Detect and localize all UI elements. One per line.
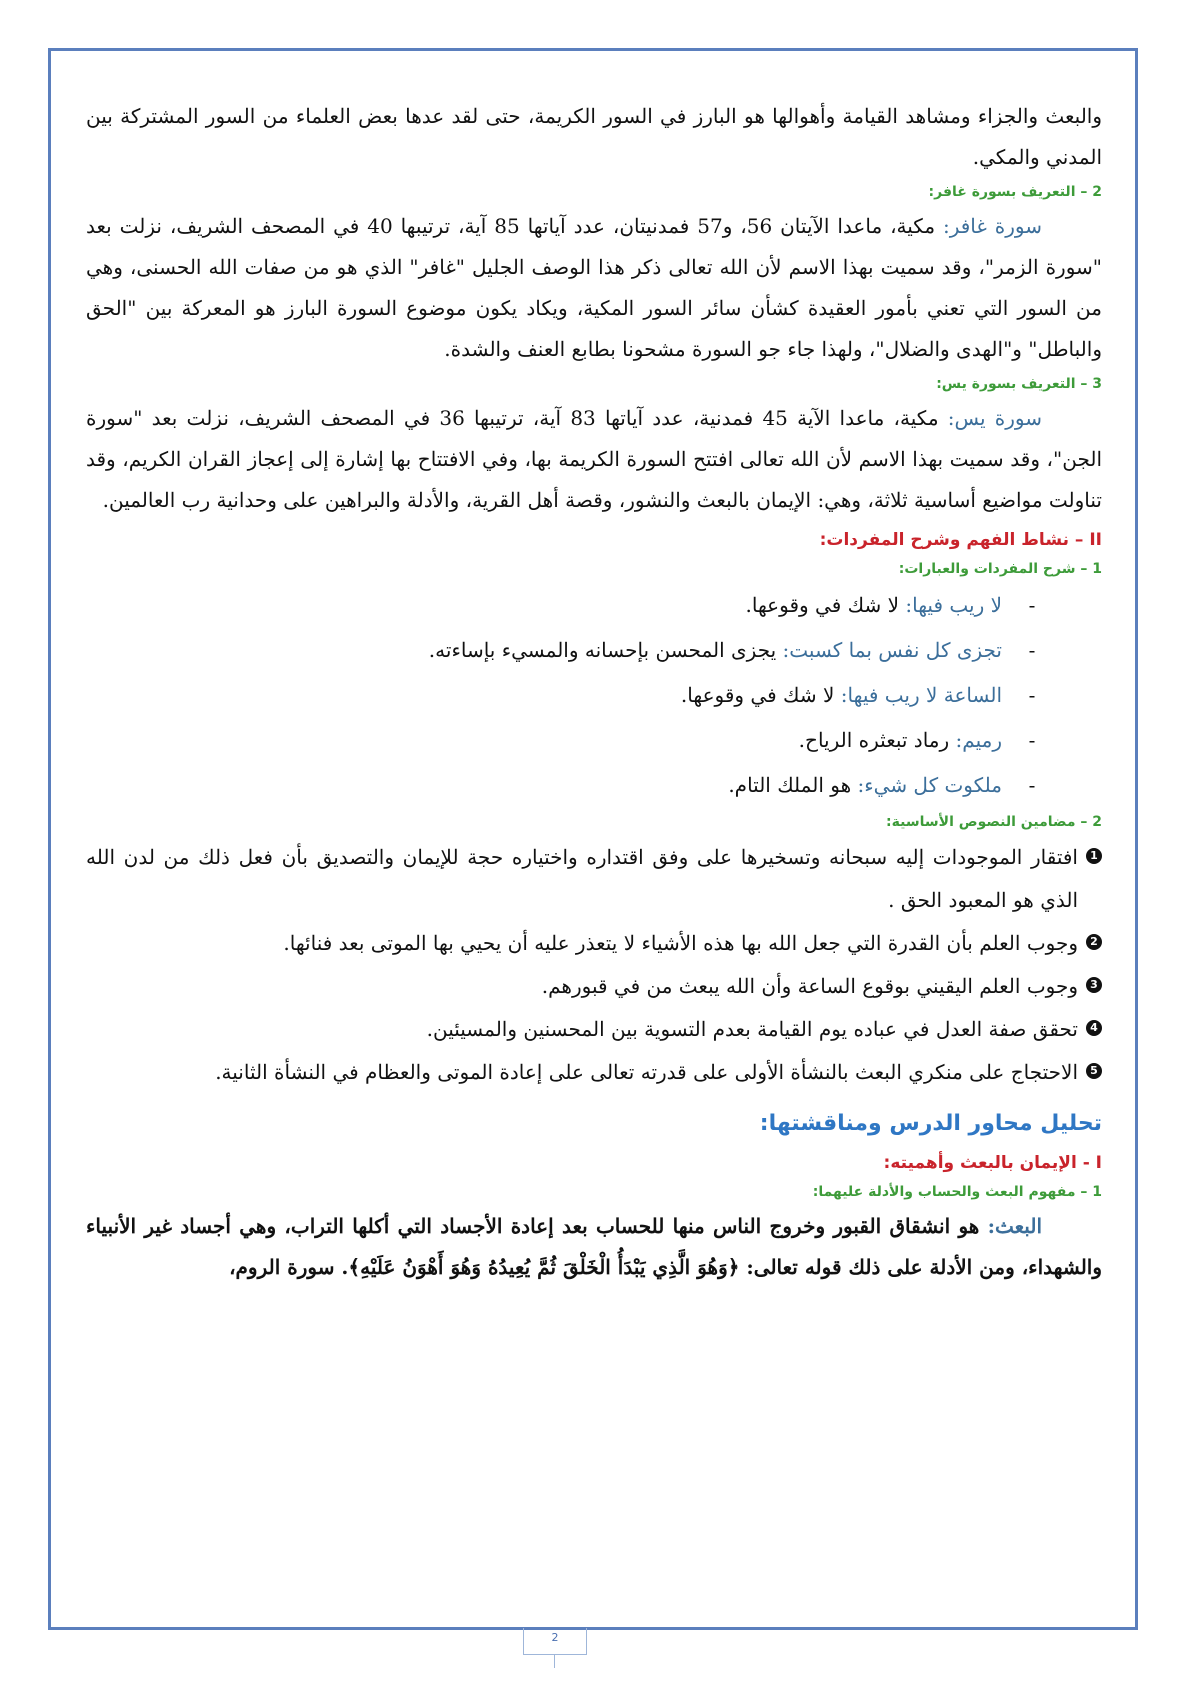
vocab-item: - رميم: رماد تبعثره الرياح. bbox=[798, 728, 1036, 752]
vocab-def: لا شك في وقوعها. bbox=[680, 683, 841, 707]
theme-text: تحقق صفة العدل في عباده يوم القيامة بعدم التسوية بين المحسنين والمسيئين. bbox=[426, 1017, 1078, 1041]
theme-text: الاحتجاج على منكري البعث بالنشأة الأولى على قدرته تعالى على إعادة الموتى والعظام في النشأة الثانية. bbox=[215, 1060, 1078, 1084]
vocab-list bbox=[86, 583, 1102, 808]
analysis-subheading: I - الإيمان بالبعث وأهميته: bbox=[883, 1153, 1102, 1173]
concept-text: هو انشقاق القبور وخروج الناس منها للحساب بعد إعادة الأجساد التي أكلها التراب، وهي أجساد غير الأنبياء والشهداء، ومن الأدلة على ذلك قوله تعالى: ﴿وَهُوَ الَّذِي يَبْدَأُ الْخَلْقَ ثُمَّ يُعِيدُهُ وَهُوَ أَهْوَنُ عَلَيْهِ﴾. سورة الروم، bbox=[86, 1214, 1102, 1279]
vocab-term: رميم: bbox=[955, 728, 1002, 752]
theme-text: وجوب العلم بأن القدرة التي جعل الله بها هذه الأشياء لا يتعذر عليه أن يحيي بها الموتى بعد فنائها. bbox=[283, 931, 1078, 955]
vocab-item: - ملكوت كل شيء: هو الملك التام. bbox=[728, 773, 1036, 797]
themes-heading: 2 – مضامين النصوص الأساسية: bbox=[886, 814, 1102, 830]
number-badge: 4 bbox=[1086, 1020, 1102, 1036]
ghafir-paragraph bbox=[86, 206, 1102, 370]
yasin-paragraph bbox=[86, 398, 1102, 521]
ghafir-text: مكية، ماعدا الآيتان 56، و57 فمدنيتان، عدد آياتها 85 آية، ترتيبها 40 في المصحف الشريف، نزلت بعد "سورة الزمر"، وقد سميت بهذا الاسم لأن الله تعالى ذكر هذا الوصف الجليل "غافر" الذي هو من صفات الله الحسنى، وهي من السور التي تعني بأمور العقيدة كشأن سائر السور المكية، ويكاد يكون موضوع السورة البارز هو المعركة بين "الحق والباطل" و"الهدى والضلال"، ولهذا جاء جو السورة مشحونا بطابع العنف والشدة. bbox=[86, 214, 1102, 361]
theme-item bbox=[86, 965, 1102, 1008]
vocab-item: - تجزى كل نفس بما كسبت: يجزى المحسن بإحسانه والمسيء بإساءته. bbox=[428, 638, 1036, 662]
vocab-def: رماد تبعثره الرياح. bbox=[798, 728, 956, 752]
vocab-term: الساعة لا ريب فيها: bbox=[840, 683, 1002, 707]
theme-item bbox=[86, 836, 1102, 922]
part2-heading: II – نشاط الفهم وشرح المفردات: bbox=[819, 530, 1102, 550]
vocab-item: - الساعة لا ريب فيها: لا شك في وقوعها. bbox=[680, 683, 1036, 707]
theme-item bbox=[86, 1008, 1102, 1051]
vocab-term: ملكوت كل شيء: bbox=[857, 773, 1002, 797]
analysis-heading: تحليل محاور الدرس ومناقشتها: bbox=[759, 1111, 1102, 1136]
document-body bbox=[86, 96, 1102, 1288]
vocab-def: لا شك في وقوعها. bbox=[745, 593, 906, 617]
vocab-def: هو الملك التام. bbox=[728, 773, 858, 797]
yasin-text: مكية، ماعدا الآية 45 فمدنية، عدد آياتها 83 آية، ترتيبها 36 في المصحف الشريف، نزلت بعد "سورة الجن"، وقد سميت بهذا الاسم لأن الله تعالى افتتح السورة الكريمة بها، وفي الافتتاح بها إشارة إلى إعجاز القران الكريم، وقد تناولت مواضيع أساسية ثلاثة، وهي: الإيمان بالبعث والنشور، وقصة أهل القرية، والأدلة والبراهين على وحدانية رب العالمين. bbox=[86, 406, 1102, 512]
number-badge: 2 bbox=[1086, 934, 1102, 950]
concept-term: البعث: bbox=[987, 1214, 1042, 1238]
concept-heading: 1 – مفهوم البعث والحساب والأدلة عليهما: bbox=[812, 1184, 1102, 1200]
theme-text: افتقار الموجودات إليه سبحانه وتسخيرها على وفق اقتداره واختياره حجة للإيمان والتصديق بأن فعل ذلك من لدن الله الذي هو المعبود الحق . bbox=[86, 845, 1078, 912]
theme-item bbox=[86, 1051, 1102, 1094]
page-number: 2 bbox=[523, 1628, 587, 1655]
vocab-def: يجزى المحسن بإحسانه والمسيء بإساءته. bbox=[428, 638, 783, 662]
vocab-item: - لا ريب فيها: لا شك في وقوعها. bbox=[745, 593, 1036, 617]
ghafir-term: سورة غافر: bbox=[942, 214, 1042, 238]
vocab-term: لا ريب فيها: bbox=[905, 593, 1002, 617]
page-number-line bbox=[554, 1654, 555, 1668]
ghafir-heading: 2 – التعريف بسورة غافر: bbox=[928, 184, 1102, 200]
yasin-heading: 3 – التعريف بسورة يس: bbox=[936, 376, 1102, 392]
theme-item bbox=[86, 922, 1102, 965]
theme-text: وجوب العلم اليقيني بوقوع الساعة وأن الله يبعث من في قبورهم. bbox=[541, 974, 1078, 998]
concept-paragraph bbox=[86, 1206, 1102, 1288]
themes-list bbox=[86, 836, 1102, 1094]
vocab-term: تجزى كل نفس بما كسبت: bbox=[782, 638, 1002, 662]
number-badge: 5 bbox=[1086, 1063, 1102, 1079]
vocab-heading: 1 – شرح المفردات والعبارات: bbox=[898, 561, 1102, 577]
number-badge: 1 bbox=[1086, 848, 1102, 864]
intro-paragraph: والبعث والجزاء ومشاهد القيامة وأهوالها هو البارز في السور الكريمة، حتى لقد عدها بعض العلماء من السور المشتركة بين المدني والمكي. bbox=[86, 104, 1102, 169]
number-badge: 3 bbox=[1086, 977, 1102, 993]
yasin-term: سورة يس: bbox=[947, 406, 1042, 430]
